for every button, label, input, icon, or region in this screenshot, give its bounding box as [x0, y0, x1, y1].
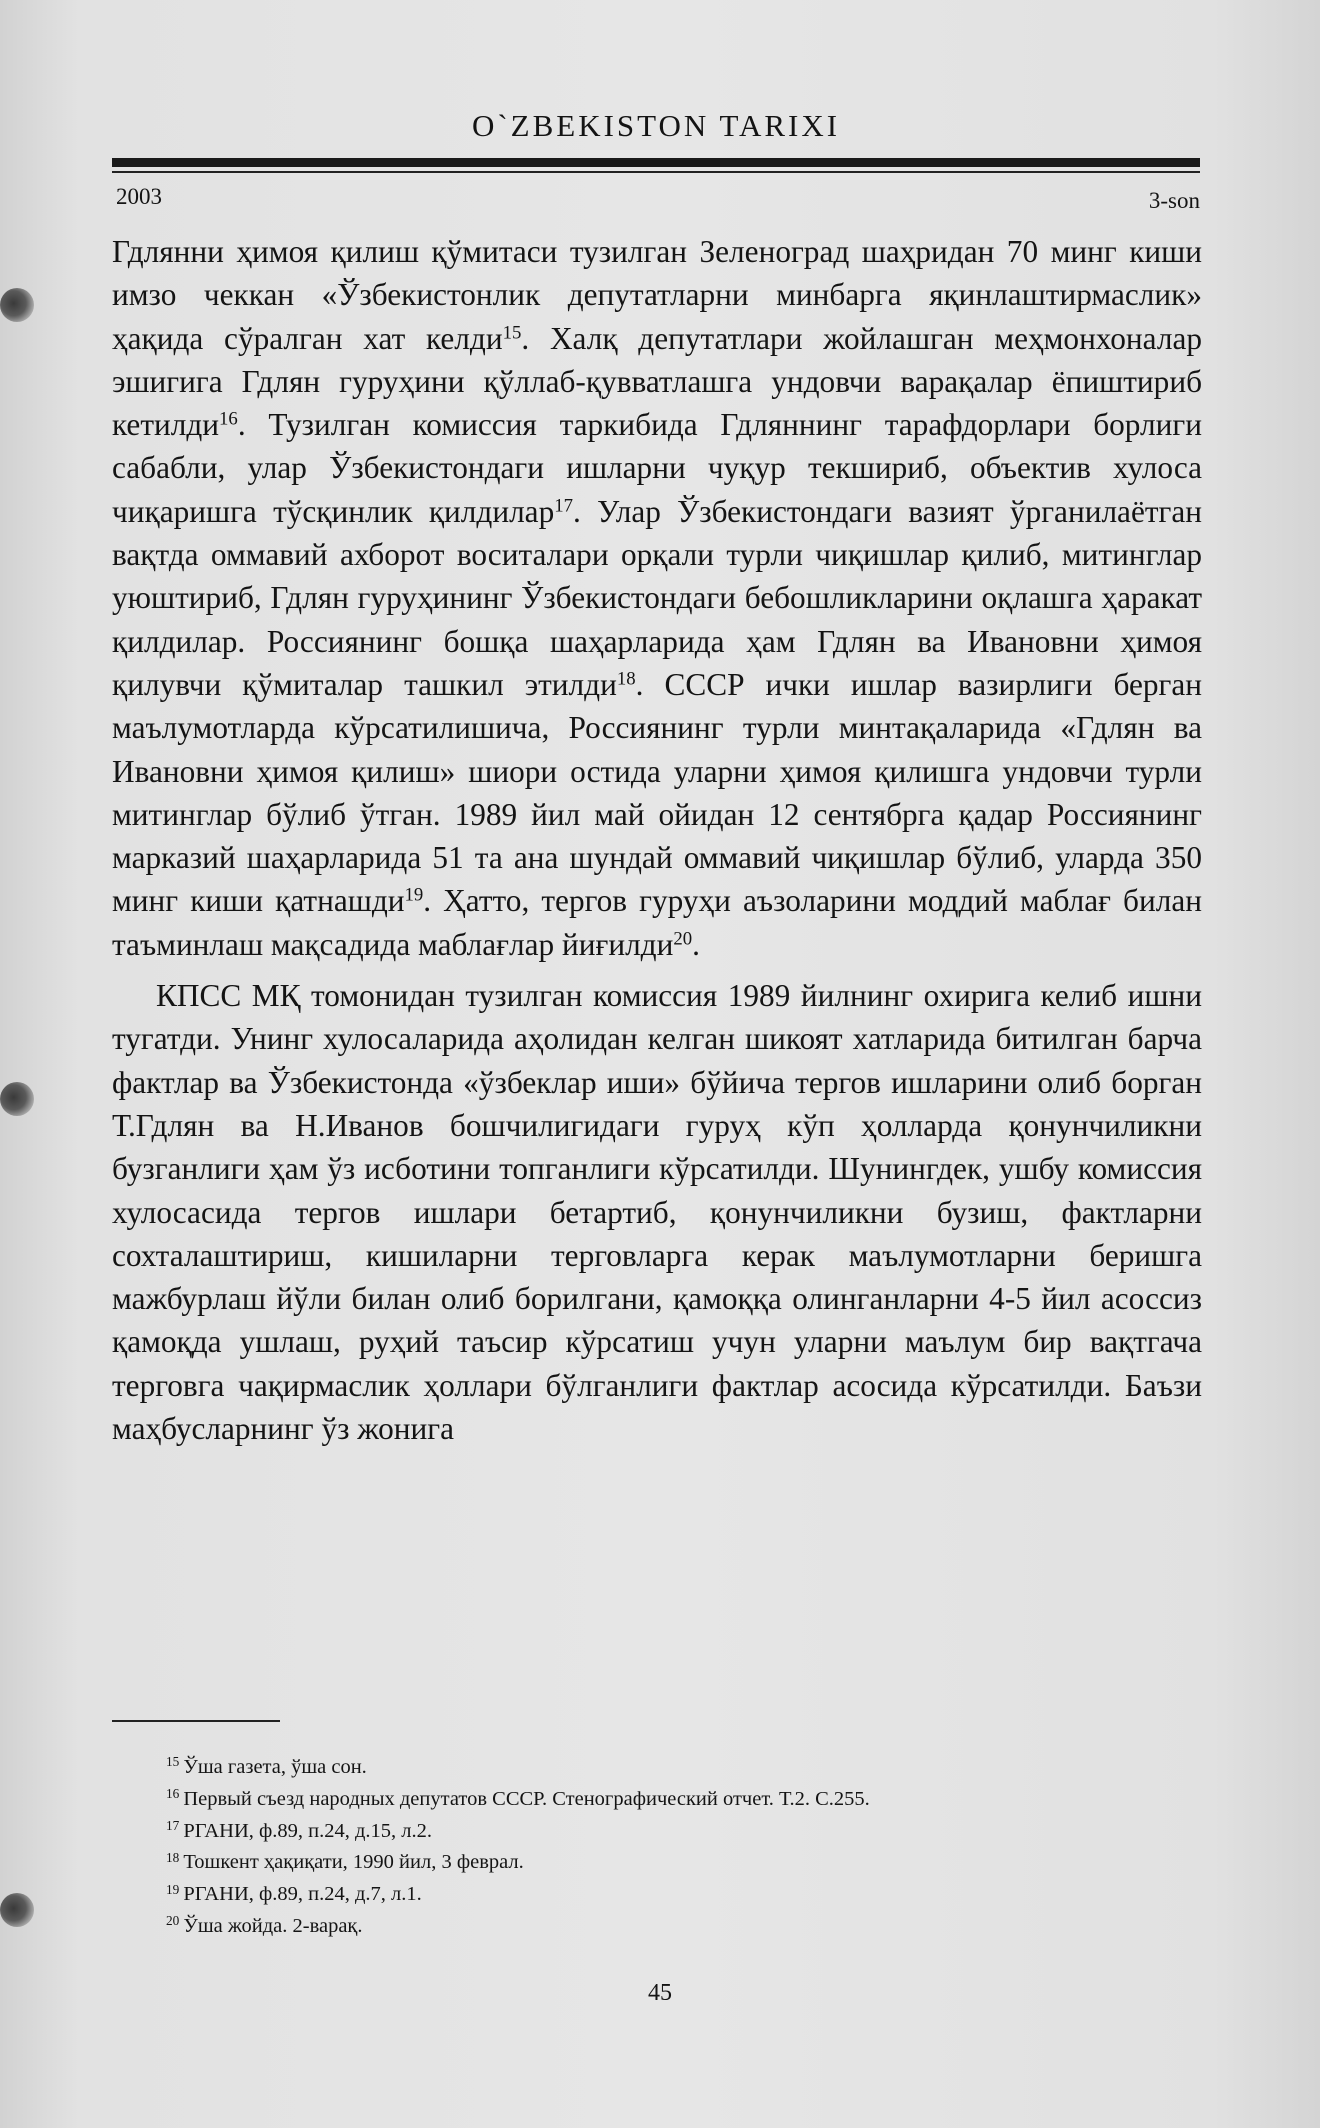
article-body — [112, 230, 1202, 1450]
issue-number: 3-son — [1148, 188, 1200, 213]
footnote: $^{20}$ Ўша жойда. 2-варақ. — [166, 1913, 363, 1937]
page-number: 45 — [648, 1980, 672, 2006]
binder-hole — [0, 1082, 34, 1116]
footnote-ref: 17 — [554, 495, 573, 517]
header-rule-thick — [112, 158, 1200, 167]
footnotes — [166, 1752, 1196, 1943]
journal-title: O`ZBEKISTON TARIXI — [471, 108, 841, 143]
footnote: $^{19}$ РГАНИ, ф.89, п.24, д.7, л.1. — [166, 1881, 422, 1906]
binder-hole — [0, 1893, 34, 1927]
footnote-ref: 18 — [616, 668, 636, 690]
issue-year: 2003 — [116, 184, 162, 209]
footnote: $^{17}$ РГАНИ, ф.89, п.24, д.15, л.2. — [166, 1817, 433, 1842]
footnote: $^{18}$ Тошкент ҳақиқати, 1990 йил, 3 феврал. — [166, 1849, 524, 1874]
paragraph-2: КПСС МҚ томонидан тузилган комиссия 1989 йилнинг охирига келиб ишни тугатди. Унинг хулосаларида аҳолидан келган шикоят хатларида битилган барча фактлар ва Ўзбекистонда «ўзбеклар иши» бўйича тергов ишларини олиб борган Т.Гдлян ва Н.Иванов бошчилигидаги гуруҳ кўп ҳолларда қонунчиликни бузганлиги ҳам ўз исботини топганлиги кўрсатилди. Шунингдек, ушбу комиссия хулосасида тергов ишлари бетартиб, қонунчиликни бузиш, фактларни сохталаштириш, кишиларни терговларга керак маълумотларни беришга мажбурлаш йўли билан олиб борилгани, қамоққа олинганларни 4-5 йил асоссиз қамоқда ушлаш, руҳий таъсир кўрсатиш учун уларни маълум бир вақтгача терговга чақирмаслик ҳоллари бўлганлиги фактлар асосида кўрсатилди. Баъзи маҳбусларнинг ўз жонига — [112, 978, 1202, 1447]
binder-hole — [0, 288, 34, 322]
paragraph-1: Гдлянни ҳимоя қилиш қўмитаси тузилган Зеленоград шаҳридан 70 минг киши имзо чеккан «Ўзбекистонлик депутатларни минбарга яқинлаштирмаслик» ҳақида сўралган хат келди$^{15}$. Халқ депутатлари жойлашган меҳмонхоналар эшигига Гдлян гуруҳини қўллаб-қувватлашга ундовчи варақалар ёпиштириб кетилди$^{16}$. Тузилган комиссия таркибида Гдляннинг тарафдорлари борлиги сабабли, улар Ўзбекистондаги ишларни чуқур текшириб, объектив хулоса чиқаришга тўсқинлик қилдилар$^{17}$. Улар Ўзбекистондаги вазият ўрганилаётган вақтда оммавий ахборот воситалари орқали турли чиқишлар қилиб, митинглар уюштириб, Гдлян гуруҳининг Ўзбекистондаги бебошликларини оқлашга ҳаракат қилдилар. Россиянинг бошқа шаҳарларида ҳам Гдлян ва Ивановни ҳимоя қилувчи қўмиталар ташкил этилди$^{18}$. СССР ички ишлар вазирлиги берган маълумотларда кўрсатилишича, Россиянинг турли минтақаларида «Гдлян ва Ивановни ҳимоя қилиш» шиори остида уларни ҳимоя қилишга ундовчи турли митинглар бўлиб ўтган. 1989 йил май ойидан 12 сентябрга қадар Россиянинг марказий шаҳарларида 51 та ана шундай оммавий чиқишлар бўлиб, уларда 350 минг киши қатнашди$^{19}$. Ҳатто, тергов гуруҳи аъзоларини моддий маблағ билан таъминлаш мақсадида маблағлар йиғилди$^{20}$. — [112, 234, 1202, 962]
footnote-ref: 20 — [673, 928, 693, 950]
footnote: $^{16}$ Первый съезд народных депутатов СССР. Стенографический отчет. Т.2. С.255. — [166, 1786, 870, 1810]
footnote: $^{15}$ Ўша газета, ўша сон. — [166, 1754, 367, 1778]
footnote-ref: 19 — [404, 885, 424, 907]
header-rule-thin — [112, 171, 1200, 173]
footnote-separator — [112, 1720, 280, 1722]
footnote-ref: 16 — [219, 408, 238, 430]
footnote-ref: 15 — [502, 322, 522, 344]
